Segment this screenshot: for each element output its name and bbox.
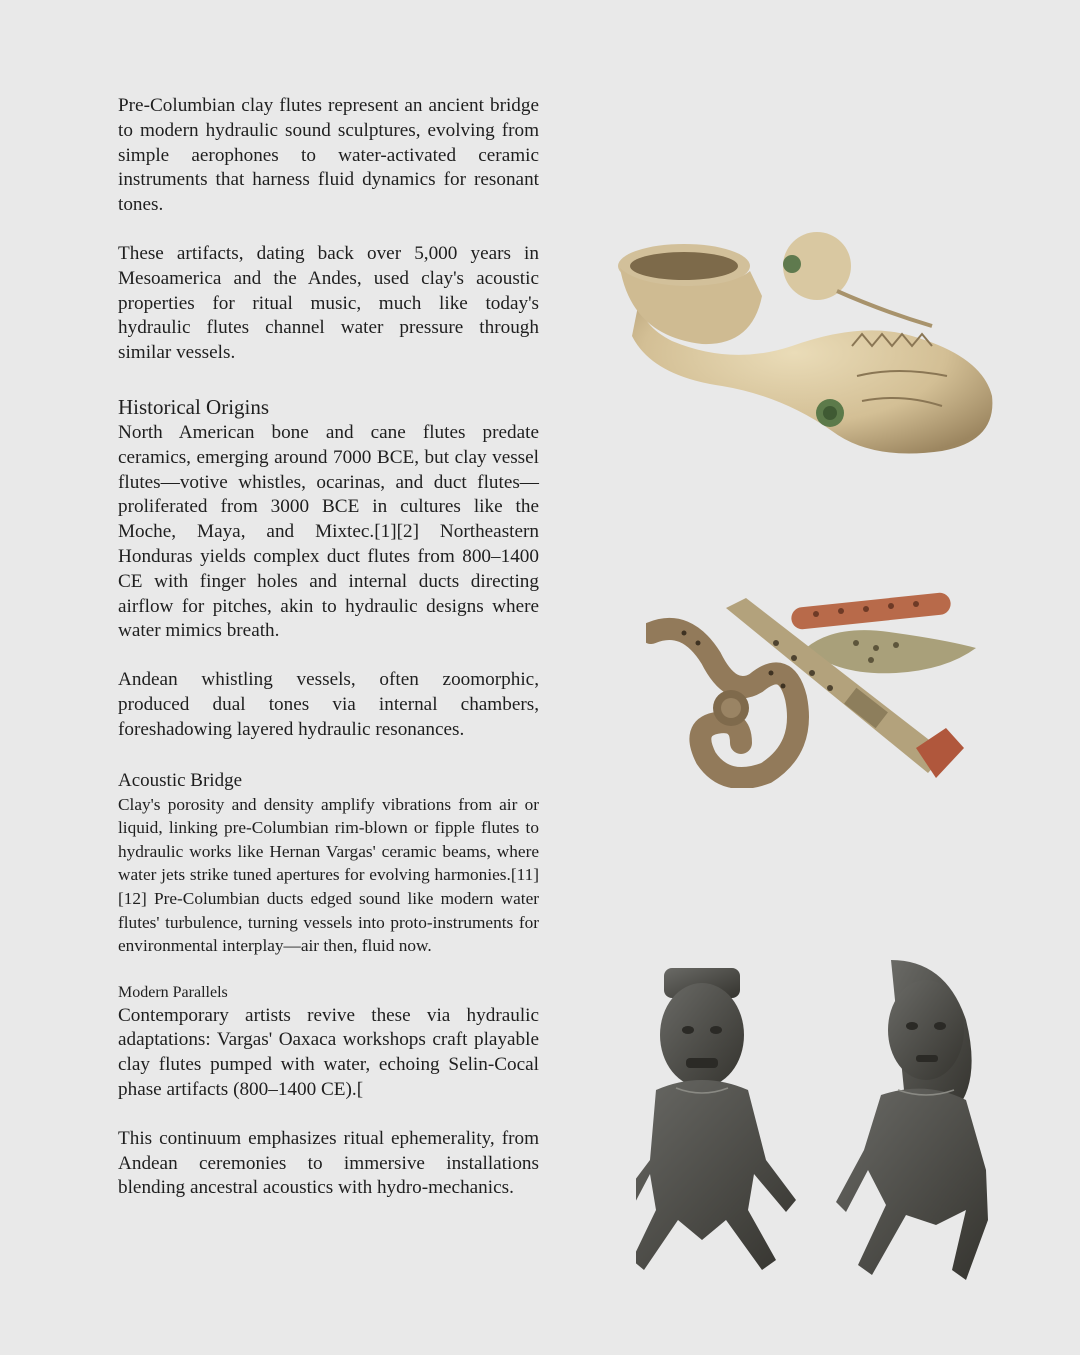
clay-flutes-image — [646, 588, 982, 788]
historical-paragraph-1: North American bone and cane flutes predate ceramics, emerging around 7000 BCE, but clay vessel flutes—votive whistles, ocarinas, and duct flutes—proliferated from 3000 BCE in cultures like the Moche, Maya, and Mixtec.[1][2] Northeastern Honduras yields complex duct flutes from 800–1400 CE with finger holes and internal ducts directing airflow for pitches, akin to hydraulic designs where water mimics breath. — [118, 421, 539, 642]
historical-paragraph-2: Andean whistling vessels, often zoomorphic, produced dual tones via internal chambers, foreshadowing layered hydraulic resonances. — [118, 669, 539, 740]
heading-acoustic-bridge: Acoustic Bridge — [118, 769, 243, 791]
heading-historical-origins: Historical Origins — [118, 394, 270, 419]
acoustic-paragraph-1: Clay's porosity and density amplify vibrations from air or liquid, linking pre-Columbian rim-blown or fipple flutes to hydraulic works like Hernan Vargas' ceramic beams, where water jets strike tuned apertures for evolving harmonies.[11][12] Pre-Columbian ducts edged sound like modern water flutes' turbulence, turning vessels into proto-instruments for environmental interplay—air then, fluid now. — [118, 794, 539, 956]
figurine-flutes-image — [636, 960, 988, 1282]
modern-paragraph-1: Contemporary artists revive these via hydraulic adaptations: Vargas' Oaxaca workshops craft playable clay flutes pumped with water, echoing Selin-Cocal phase artifacts (800–1400 CE).[ — [118, 1004, 539, 1101]
modern-paragraph-2: This continuum emphasizes ritual ephemerality, from Andean ceremonies to immersive installations blending ancestral acoustics with hydro-mechanics. — [118, 1127, 539, 1199]
text-column — [118, 94, 539, 1201]
heading-modern-parallels: Modern Parallels — [118, 983, 228, 1001]
intro-paragraph-2: These artifacts, dating back over 5,000 years in Mesoamerica and the Andes, used clay's acoustic properties for ritual music, much like today's hydraulic flutes channel water pressure through similar vessels. — [118, 242, 539, 364]
intro-paragraph-1: Pre-Columbian clay flutes represent an ancient bridge to modern hydraulic sound sculptures, evolving from simple aerophones to water-activated ceramic instruments that harness fluid dynamics for resonant tones. — [118, 95, 539, 216]
bird-whistle-image — [612, 226, 1010, 466]
